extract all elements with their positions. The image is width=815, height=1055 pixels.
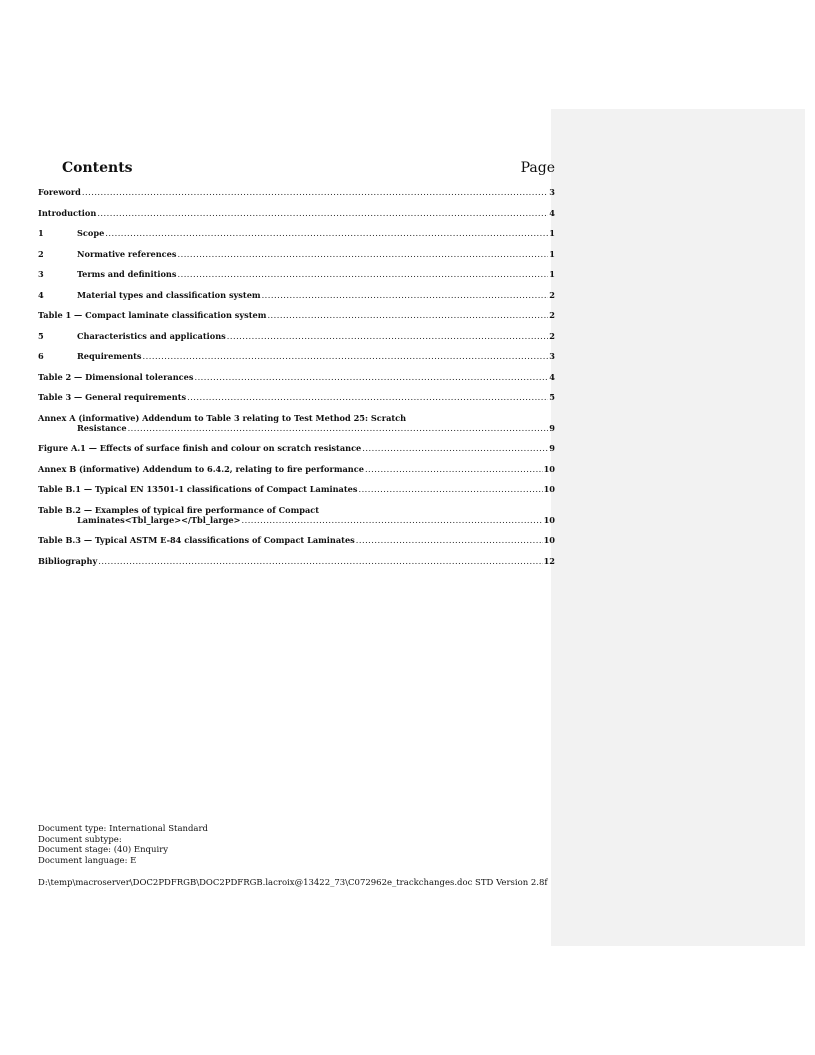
toc-entry-page: 2 — [549, 330, 555, 341]
toc-entry-title: Table 3 — General requirements — [38, 392, 187, 402]
toc-leader — [98, 556, 542, 566]
toc-leader — [97, 208, 548, 218]
document-type: Document type: International Standard — [38, 824, 208, 834]
toc-entry-page: 1 — [549, 228, 555, 238]
toc-entry-table-b3[interactable] — [38, 535, 555, 545]
toc-entry-page: 12 — [543, 555, 555, 566]
toc-leader — [242, 515, 543, 525]
toc-entry-page: 4 — [549, 207, 555, 218]
toc-entry-title: Bibliography — [38, 555, 98, 566]
toc-entry-number: 6 — [38, 351, 44, 361]
toc-entry-table-2[interactable] — [38, 372, 555, 382]
toc-leader — [128, 423, 549, 433]
toc-entry-title: Normative references — [77, 248, 177, 259]
toc-leader — [262, 290, 549, 300]
toc-entry-foreword[interactable] — [38, 187, 555, 197]
toc-entry-title: Material types and classification system — [77, 289, 261, 300]
page-title: Contents — [62, 160, 133, 176]
toc-entry-title-line1: Table B.2 — Examples of typical fire performance of Compact — [38, 504, 320, 515]
toc-leader — [82, 187, 548, 197]
toc-entry-figure-a1[interactable] — [38, 443, 555, 453]
toc-entry-title: Requirements — [77, 351, 142, 361]
toc-list — [38, 187, 555, 566]
toc-entry-introduction[interactable] — [38, 208, 555, 218]
toc-leader — [143, 351, 549, 361]
toc-entry-requirements[interactable] — [38, 351, 555, 361]
toc-entry-continuation — [38, 515, 555, 525]
toc-entry-page: 4 — [549, 371, 555, 382]
toc-leader — [194, 372, 548, 382]
toc-entry-page: 10 — [543, 484, 555, 494]
toc-leader — [356, 535, 543, 545]
comment-pane — [551, 109, 805, 946]
toc-leader — [177, 249, 548, 259]
toc-entry-annex-a[interactable] — [38, 413, 555, 433]
document-subtype: Document subtype: — [38, 834, 122, 845]
page-column-label: Page — [520, 160, 555, 176]
toc-entry-characteristics[interactable] — [38, 331, 555, 341]
toc-entry-number: 5 — [38, 330, 44, 341]
toc-entry-title: Terms and definitions — [77, 269, 177, 279]
toc-leader — [187, 392, 548, 402]
toc-entry-annex-b[interactable] — [38, 464, 555, 474]
toc-entry-title-line1: Annex A (informative) Addendum to Table 3 relating to Test Method 25: Scratch — [38, 412, 407, 423]
toc-entry-title: Figure A.1 — Effects of surface finish and colour on scratch resistance — [38, 443, 362, 453]
toc-leader — [227, 331, 549, 341]
toc-entry-title: Table B.3 — Typical ASTM E-84 classifications of Compact Laminates — [38, 535, 355, 545]
toc-entry-bibliography[interactable] — [38, 556, 555, 566]
document-stage: Document stage: (40) Enquiry — [38, 845, 169, 855]
toc-entry-title: Table B.1 — Typical EN 13501-1 classifications of Compact Laminates — [38, 484, 358, 494]
toc-entry-page: 2 — [549, 289, 555, 300]
toc-entry-page: 2 — [549, 310, 555, 320]
toc-entry-terms-definitions[interactable] — [38, 269, 555, 279]
document-file-path: D:\temp\macroserver\DOC2PDFRGB\DOC2PDFRGB.lacroix@13422_73\C072962e_trackchanges.doc STD Version 2.8f — [38, 878, 548, 888]
toc-leader — [178, 269, 549, 279]
toc-entry-table-b1[interactable] — [38, 484, 555, 494]
toc-leader — [358, 484, 542, 494]
toc-leader — [105, 228, 548, 238]
toc-entry-title: Table 2 — Dimensional tolerances — [38, 371, 194, 382]
toc-entry-page: 9 — [549, 422, 555, 433]
toc-entry-title: Scope — [77, 228, 105, 238]
toc-entry-page: 10 — [543, 463, 555, 474]
toc-entry-table-3[interactable] — [38, 392, 555, 402]
toc-entry-title-line2: Laminates<Tbl_large></Tbl_large> — [77, 514, 241, 525]
toc-entry-page: 5 — [549, 392, 555, 402]
toc-entry-page: 1 — [549, 248, 555, 259]
toc-entry-page: 3 — [549, 351, 555, 361]
toc-entry-page: 9 — [549, 443, 555, 453]
toc-entry-page: 3 — [549, 187, 555, 197]
toc-header — [38, 160, 555, 179]
toc-entry-number: 3 — [38, 269, 44, 279]
toc-entry-page: 10 — [543, 535, 555, 545]
toc-entry-title: Table 1 — Compact laminate classification system — [38, 310, 267, 320]
toc-entry-table-1[interactable] — [38, 310, 555, 320]
toc-entry-number: 1 — [38, 228, 44, 238]
toc-page — [38, 160, 555, 576]
toc-leader — [365, 464, 543, 474]
document-metadata — [38, 824, 548, 889]
toc-leader — [362, 443, 548, 453]
toc-leader — [267, 310, 548, 320]
toc-entry-title: Characteristics and applications — [77, 330, 226, 341]
toc-entry-title: Annex B (informative) Addendum to 6.4.2, relating to fire performance — [38, 463, 364, 474]
toc-entry-continuation — [38, 423, 555, 433]
toc-entry-title: Introduction — [38, 207, 97, 218]
toc-entry-normative-references[interactable] — [38, 249, 555, 259]
toc-entry-material-types[interactable] — [38, 290, 555, 300]
toc-entry-table-b2[interactable] — [38, 505, 555, 525]
toc-entry-number: 2 — [38, 248, 44, 259]
toc-entry-page: 10 — [543, 514, 555, 525]
toc-entry-title-line2: Resistance — [77, 422, 127, 433]
toc-entry-scope[interactable] — [38, 228, 555, 238]
toc-entry-title: Foreword — [38, 187, 81, 197]
toc-entry-number: 4 — [38, 289, 44, 300]
document-language: Document language: E — [38, 855, 137, 866]
toc-entry-page: 1 — [549, 269, 555, 279]
